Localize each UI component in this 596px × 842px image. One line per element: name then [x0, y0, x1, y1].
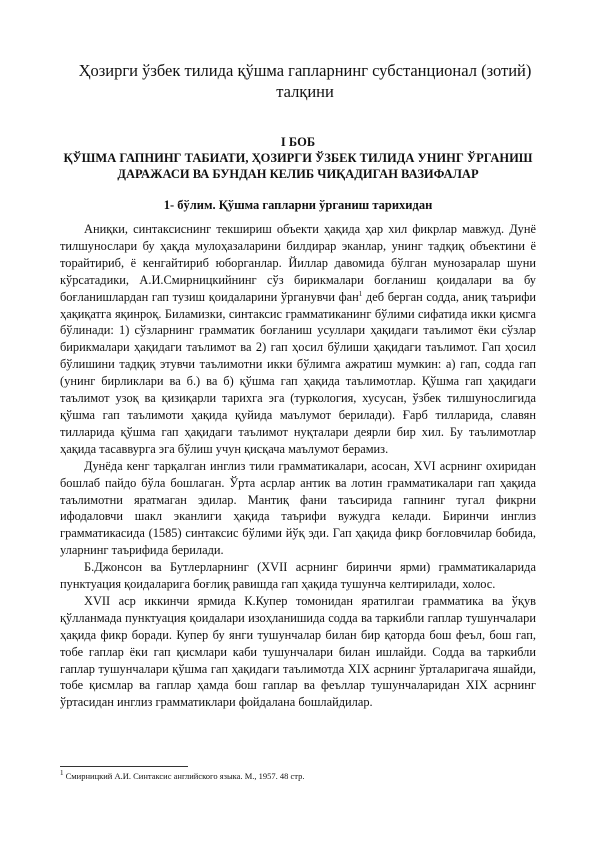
- paragraph-4: [60, 593, 536, 711]
- footnote: [60, 771, 536, 782]
- paragraph-text: Аниқки, синтаксиснинг текшириш объекти ҳақида ҳар хил фикрлар мавжуд. Дунё тилшунослари бу ҳақда мулоҳазаларини билдирар эканлар, унинг тадқиқ объектини ё торайтириб, ё кенгайтириб юборганлар. Йиллар давомида бўлган мунозаралар шуни кўрсатадики, А.И.Смирницкийнинг сўз бирикмалари боғланиш қоидалари ва бу боғланишлардан гап тузиш қоидаларини ўрганувчи фан: [60, 222, 536, 304]
- paragraph-1: [60, 221, 536, 458]
- section-title: 1- бўлим. Қўшма гапларни ўрганиш тарихидан: [163, 198, 433, 212]
- paragraph-text: Дунёда кенг тарқалган инглиз тили грамматикалари, асосан, XVI асрнинг охиридан бошлаб пайдо бўла бошлаган. Ўрта асрлар антик ва лотин грамматикалари гап ҳақида таълимотни яратмаган эдилар. Мантиқ фани таъсирида гапнинг тугал фикрни ифодаловчи шакл эканлиги ҳақида таърифи вужудга келади. Биринчи инглиз грамматикасида (1585) синтаксис бўлими йўқ эди. Гап ҳақида фикр боғловчилар бобида, уларнинг таърифида берилади.: [60, 458, 536, 558]
- body-text: [60, 221, 536, 711]
- footnote-reference: 1: [358, 289, 363, 298]
- footnote-text: Смирницкий А.И. Синтаксис английского языка. М., 1957. 48 стр.: [63, 771, 305, 781]
- paragraph-text: XVII аср иккинчи ярмида К.Купер томонидан яратилгаи грамматика ва ўқув қўлланмада пунктуация қоидалари изоҳланишида содда ва таркибли гаплар тушунчалари ҳақида фикр боради. Купер бу янги тушунчалар билан бир қаторда бош феъл, бош гап, тобе гаплар ёки гап қисмлари каби тушунчалари билан ишлайди. Содда ва таркибли гаплар тушунчалари қўшма гап ҳақидаги таълимотда XIX асрнинг ўрталаригача яшайди, тобе қисмлар ва гаплар ҳамда бош гаплар ва феъллар тушунчаларидан XIX асрнинг ўртасидан инглиз грамматиклари фойдалана бошлайдилар.: [60, 593, 536, 710]
- paragraph-text: Б.Джонсон ва Бутлерларнинг (XVII асрнинг биринчи ярми) грамматикаларида пунктуация қоидаларига боғлиқ равишда гап ҳақида тушунча келтирилади, холос.: [60, 560, 536, 592]
- chapter-title: ҚЎШМА ГАПНИНГ ТАБИАТИ, ҲОЗИРГИ ЎЗБЕК ТИЛИДА УНИНГ ЎРГАНИШ ДАРАЖАСИ ВА БУНДАН КЕЛИБ ЧИҚАДИГАН ВАЗИФАЛАР: [63, 151, 533, 181]
- footnote-divider: [60, 766, 188, 767]
- paragraph-3: [60, 559, 536, 593]
- chapter-heading: [60, 134, 536, 182]
- paragraph-2: [60, 458, 536, 559]
- document-title: Ҳозирги ўзбек тилида қўшма гапларнинг субстанционал (зотий) талқини: [78, 61, 532, 101]
- paragraph-text: деб берган содда, аниқ таърифи ҳақиқатга яқинроқ. Биламизки, синтаксис грамматиканинг бўлими сифатида икки қисмга бўлинади: 1) сўзларнинг грамматик боғланиш усуллари ҳақидаги таълимот ёки сўзлар бирикмалари ҳақидаги таълимот ва 2) гап ҳосил бўлиши ҳақидаги таълимот. Гап ҳосил бўлишини тадқиқ этувчи таълимотни икки бўлимга ажратиш мумкин: а) гап, содда гап (унинг бирликлари ва б.) ва б) қўшма гап ҳақида таълимотлар. Қўшма гап ҳақидаги таълимот узоқ ва қизиқарли тарихга эга (туркология, хусусан, ўзбек тилшунослигида қўшма гап таълимоти ҳақида қуйида маълумот берилади). Ғарб тилларида, славян тилларида қўшма гап ҳақидаги таълимот нуқталари деярли бир хил. Бу таълимотлар ҳақида тасаввурга эга бўлиш учун қисқача маълумот берамиз.: [60, 289, 536, 456]
- footnote-mark: 1: [60, 769, 64, 778]
- chapter-label: I БОБ: [280, 135, 316, 149]
